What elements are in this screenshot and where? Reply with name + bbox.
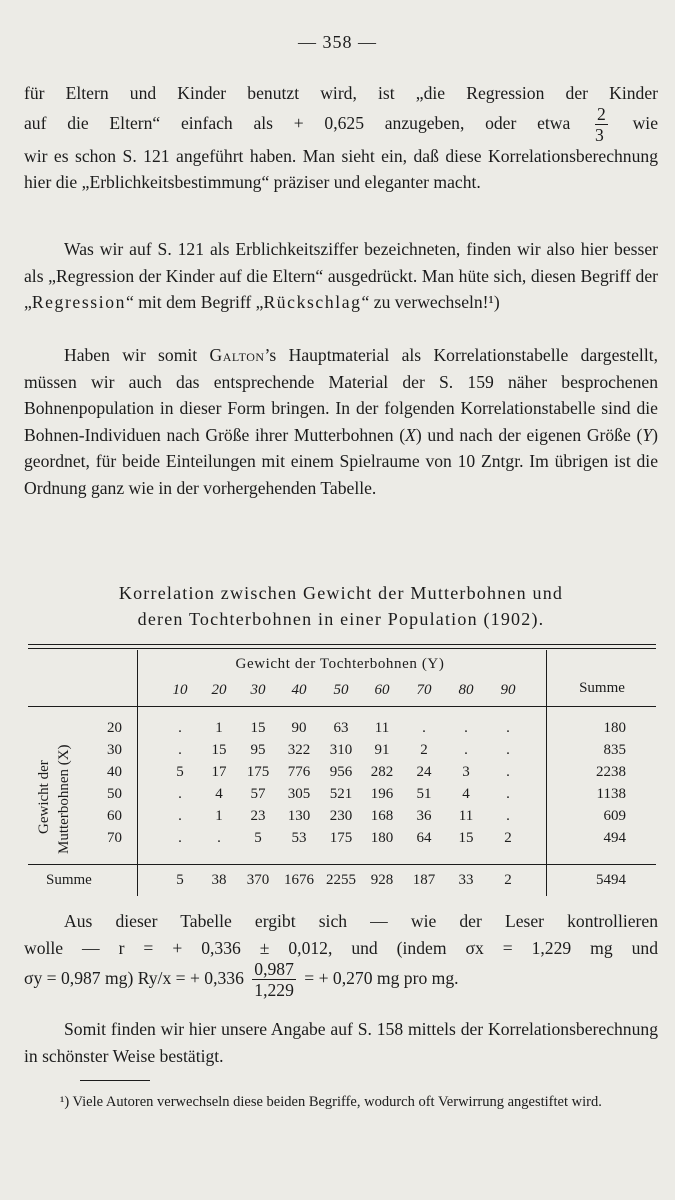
table-cell: . (422, 720, 426, 736)
table-column-title: Gewicht der Tochterbohnen (Y) (235, 656, 445, 672)
table-cell: 15 (250, 720, 266, 736)
table-body-rule (28, 864, 656, 865)
para3-b: ’s Hauptmaterial als Korrelationstabelle dargestellt, müssen wir auch das entsprechende Material der S. 159 näher besprochenen Bohnenpopulation in dieser Form bringen. In der folgenden Korrelationstabelle sind die Bohnen-Individuen nach Größe ihrer Mutterbohnen ( (24, 345, 658, 445)
table-cell: . (464, 720, 468, 736)
para4-line3 (24, 955, 658, 1001)
table-cell: 2 (504, 830, 512, 846)
table-sum-header: Summe (579, 680, 625, 696)
table-cell: 776 (287, 764, 311, 780)
para3-a: Haben wir somit (64, 345, 210, 365)
table-cell: . (506, 808, 510, 824)
para4-line3-b: = + 0,270 mg pro mg. (304, 968, 459, 988)
row-label: 50 (107, 786, 122, 802)
table-cell: 23 (250, 808, 266, 824)
table-cell: 230 (329, 808, 353, 824)
para2-c: “ mit dem Begriff „ (126, 292, 264, 312)
para2-e: “ zu verwechseln!¹) (361, 292, 500, 312)
table-cell: . (178, 808, 182, 824)
table-cell: 11 (374, 720, 390, 736)
table-cell: 5 (176, 764, 184, 780)
table-cell: . (178, 720, 182, 736)
table-cell: 180 (370, 830, 394, 846)
total-cell: 187 (412, 872, 436, 888)
caption-line-2: deren Tochterbohnen in einer Population (1902). (137, 609, 545, 629)
column-header: 10 (172, 682, 188, 698)
row-label: 60 (107, 808, 122, 824)
row-label: 40 (107, 764, 122, 780)
para2-a: Was wir auf S. 121 als Erblichkeitsziffer bezeichneten, finden wir also hier besser als „Regression der Kinder auf die Eltern“ ausgedrückt. Man hüte sich, diesen Begriff der „ (24, 239, 658, 312)
grand-total: 5494 (596, 872, 626, 888)
total-cell: 38 (211, 872, 227, 888)
column-header: 40 (291, 682, 307, 698)
paragraph-3 (24, 342, 658, 501)
table-cell: 91 (374, 742, 390, 758)
table-cell: 282 (370, 764, 394, 780)
table-cell: 95 (250, 742, 266, 758)
table-cell: 310 (329, 742, 353, 758)
row-sum: 1138 (596, 786, 626, 802)
table-row-title-2: Mutterbohnen (X) (56, 744, 72, 854)
table-cell: . (178, 830, 182, 846)
table-vrule-left (137, 650, 138, 896)
table-caption (24, 580, 658, 632)
table-cell: 956 (329, 764, 353, 780)
table-cell: 5 (254, 830, 262, 846)
paragraph-2 (24, 236, 658, 316)
fraction-numerator-2: 0,987 (254, 959, 294, 980)
total-cell: 370 (246, 872, 270, 888)
caption-line-1: Korrelation zwischen Gewicht der Mutterbohnen und (118, 583, 564, 603)
table-cell: 53 (291, 830, 307, 846)
fraction-sigma-ratio (252, 959, 296, 1000)
table-cell: 175 (246, 764, 270, 780)
table-cell: 15 (458, 830, 474, 846)
para5-text: Somit finden wir hier unsere Angabe auf S. 158 mittels der Korrelationsberechnung in schönster Weise bestätigt. (24, 1019, 658, 1066)
table-cell: 305 (287, 786, 311, 802)
table-cell: 3 (462, 764, 470, 780)
total-cell: 2255 (326, 872, 356, 888)
row-label: 20 (107, 720, 122, 736)
column-header: 50 (333, 682, 349, 698)
table-top-rule (28, 644, 656, 645)
table-cell: 64 (416, 830, 432, 846)
column-header: 90 (500, 682, 516, 698)
table-cell: . (506, 742, 510, 758)
para1-line2 (24, 103, 658, 145)
row-sum: 2238 (596, 764, 626, 780)
para2-text (24, 236, 658, 316)
fraction-two-thirds (595, 104, 608, 145)
para4-line3-a: σy = 0,987 mg) Ry/x = + 0,336 (24, 968, 244, 988)
total-cell: 928 (370, 872, 394, 888)
para2-regression: Regression (31, 292, 126, 312)
table-cell: . (178, 742, 182, 758)
column-header: 60 (374, 682, 390, 698)
para3-c: ) und nach der eigenen Größe ( (415, 424, 643, 445)
column-header: 80 (458, 682, 474, 698)
row-sum: 180 (603, 720, 626, 736)
table-cell: 175 (329, 830, 353, 846)
table-cell: 2 (420, 742, 428, 758)
table-cell: 322 (287, 742, 311, 758)
table-cell: 15 (211, 742, 227, 758)
para4-line1: Aus dieser Tabelle ergibt sich — wie der Leser kontrollieren (64, 911, 658, 931)
column-header: 70 (416, 682, 432, 698)
row-label: 70 (107, 830, 122, 846)
table-top-rule-2 (28, 648, 656, 649)
table-cell: . (217, 830, 221, 846)
total-cell: 5 (176, 872, 184, 888)
table-header-rule (28, 706, 656, 707)
page-number: — 358 — (298, 32, 377, 52)
paragraph-1 (24, 80, 658, 196)
table-cell: 36 (416, 808, 432, 824)
para3-x: X (405, 424, 416, 445)
table-cell: 24 (416, 764, 432, 780)
table-row-title-1: Gewicht der (36, 760, 52, 834)
paragraph-4 (24, 908, 658, 1001)
table-cell: 196 (370, 786, 394, 802)
table-cell: 63 (333, 720, 349, 736)
totals-label: Summe (46, 872, 92, 888)
fraction-denominator-2: 1,229 (254, 980, 294, 1001)
total-cell: 1676 (284, 872, 314, 888)
table-cell: 17 (211, 764, 227, 780)
table-cell: . (506, 786, 510, 802)
para3-text (24, 342, 658, 501)
table-cell: . (506, 764, 510, 780)
para1-line2-end: wie (632, 112, 658, 133)
table-cell: 1 (215, 720, 223, 736)
row-sum: 609 (603, 808, 626, 824)
table-cell: . (464, 742, 468, 758)
table-cell: . (506, 720, 510, 736)
paragraph-5 (24, 1016, 658, 1069)
table-cell: 1 (215, 808, 223, 824)
para4-line2: wolle — r = + 0,336 ± 0,012, und (indem σx = 1,229 mg und (24, 937, 658, 958)
table-cell: 90 (291, 720, 307, 736)
table-cell: 51 (416, 786, 432, 802)
column-header: 20 (211, 682, 227, 698)
para1-line2-text: auf die Eltern“ einfach als + 0,625 anzugeben, oder etwa (24, 112, 571, 133)
para3-galton: Galton (209, 345, 265, 365)
row-sum: 835 (603, 742, 626, 758)
para2-rueckschlag: Rückschlag (263, 292, 362, 312)
table-cell: 4 (462, 786, 470, 802)
table-vrule-right (546, 650, 547, 896)
table-cell: 57 (250, 786, 266, 802)
table-cell: 11 (458, 808, 474, 824)
total-cell: 33 (458, 872, 474, 888)
fraction-denominator: 3 (595, 124, 604, 145)
para1-line3: wir es schon S. 121 angeführt haben. Man sieht ein, daß diese Korrelationsberechnung hier die „Erblichkeitsbestimmung“ präziser und eleganter macht. (24, 145, 658, 193)
table-cell: . (178, 786, 182, 802)
row-label: 30 (107, 742, 122, 758)
para1-line1: für Eltern und Kinder benutzt wird, ist „die Regression der Kinder (24, 83, 658, 103)
total-cell: 2 (504, 872, 512, 888)
footnote-rule (80, 1080, 150, 1081)
table-cell: 4 (215, 786, 223, 802)
table-cell: 521 (329, 786, 353, 802)
para3-d: ) geordnet, für beide Einteilungen mit einem Spielraume von 10 Zntgr. Im übrigen ist die Ordnung ganz wie in der vorhergehenden Tabelle. (24, 424, 658, 498)
table-cell: 130 (287, 808, 311, 824)
table-cell: 168 (370, 808, 394, 824)
row-sum: 494 (603, 830, 626, 846)
footnote: ¹) Viele Autoren verwechseln diese beiden Begriffe, wodurch oft Verwirrung angestiftet wird. (60, 1094, 602, 1110)
para3-y: Y (642, 424, 653, 445)
column-header: 30 (250, 682, 266, 698)
fraction-numerator: 2 (597, 103, 606, 124)
